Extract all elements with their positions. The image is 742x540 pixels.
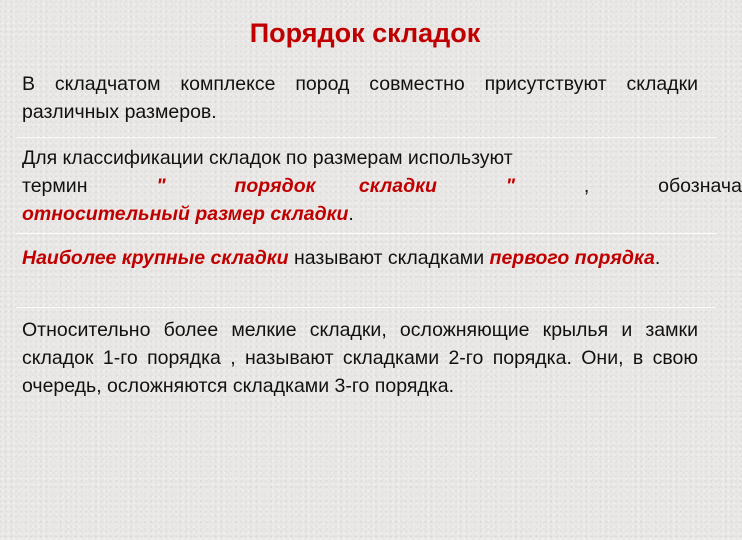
- period: .: [654, 247, 661, 269]
- quote-close: ": [505, 175, 516, 197]
- paragraph-2-line-3: [22, 200, 698, 228]
- word-termin: термин: [22, 175, 88, 197]
- paragraph-4: Относительно более мелкие складки, осложняющие крылья и замки складок 1-го порядка , называют складками 2-го порядка. Они, в свою очередь, осложняются складками 3-го порядка.: [22, 319, 698, 397]
- term-poryadok-skladki: порядок складки: [234, 175, 437, 197]
- comma: ,: [583, 175, 590, 197]
- divider-1: [16, 137, 716, 138]
- paragraph-2-line-1: Для классификации складок по размерам используют: [22, 147, 513, 169]
- word-oboznacha: обознача: [658, 175, 742, 197]
- paragraph-1: В складчатом комплексе пород совместно присутствуют складки различных размеров.: [22, 73, 698, 123]
- first-order-term: первого порядка: [489, 247, 655, 269]
- divider-3: [16, 307, 716, 308]
- slide-title: Порядок складок: [249, 18, 481, 48]
- relative-size-term: относительный размер складки: [22, 203, 349, 225]
- divider-2: [16, 233, 716, 234]
- paragraph-3: [22, 244, 698, 272]
- paragraph-3-middle: называют складками: [288, 247, 490, 269]
- quote-open: ": [156, 175, 166, 197]
- paragraph-2: [22, 144, 742, 228]
- period: .: [348, 203, 354, 225]
- paragraph-2-line-2: [22, 172, 742, 200]
- largest-folds-term: Наиболее крупные складки: [22, 247, 289, 269]
